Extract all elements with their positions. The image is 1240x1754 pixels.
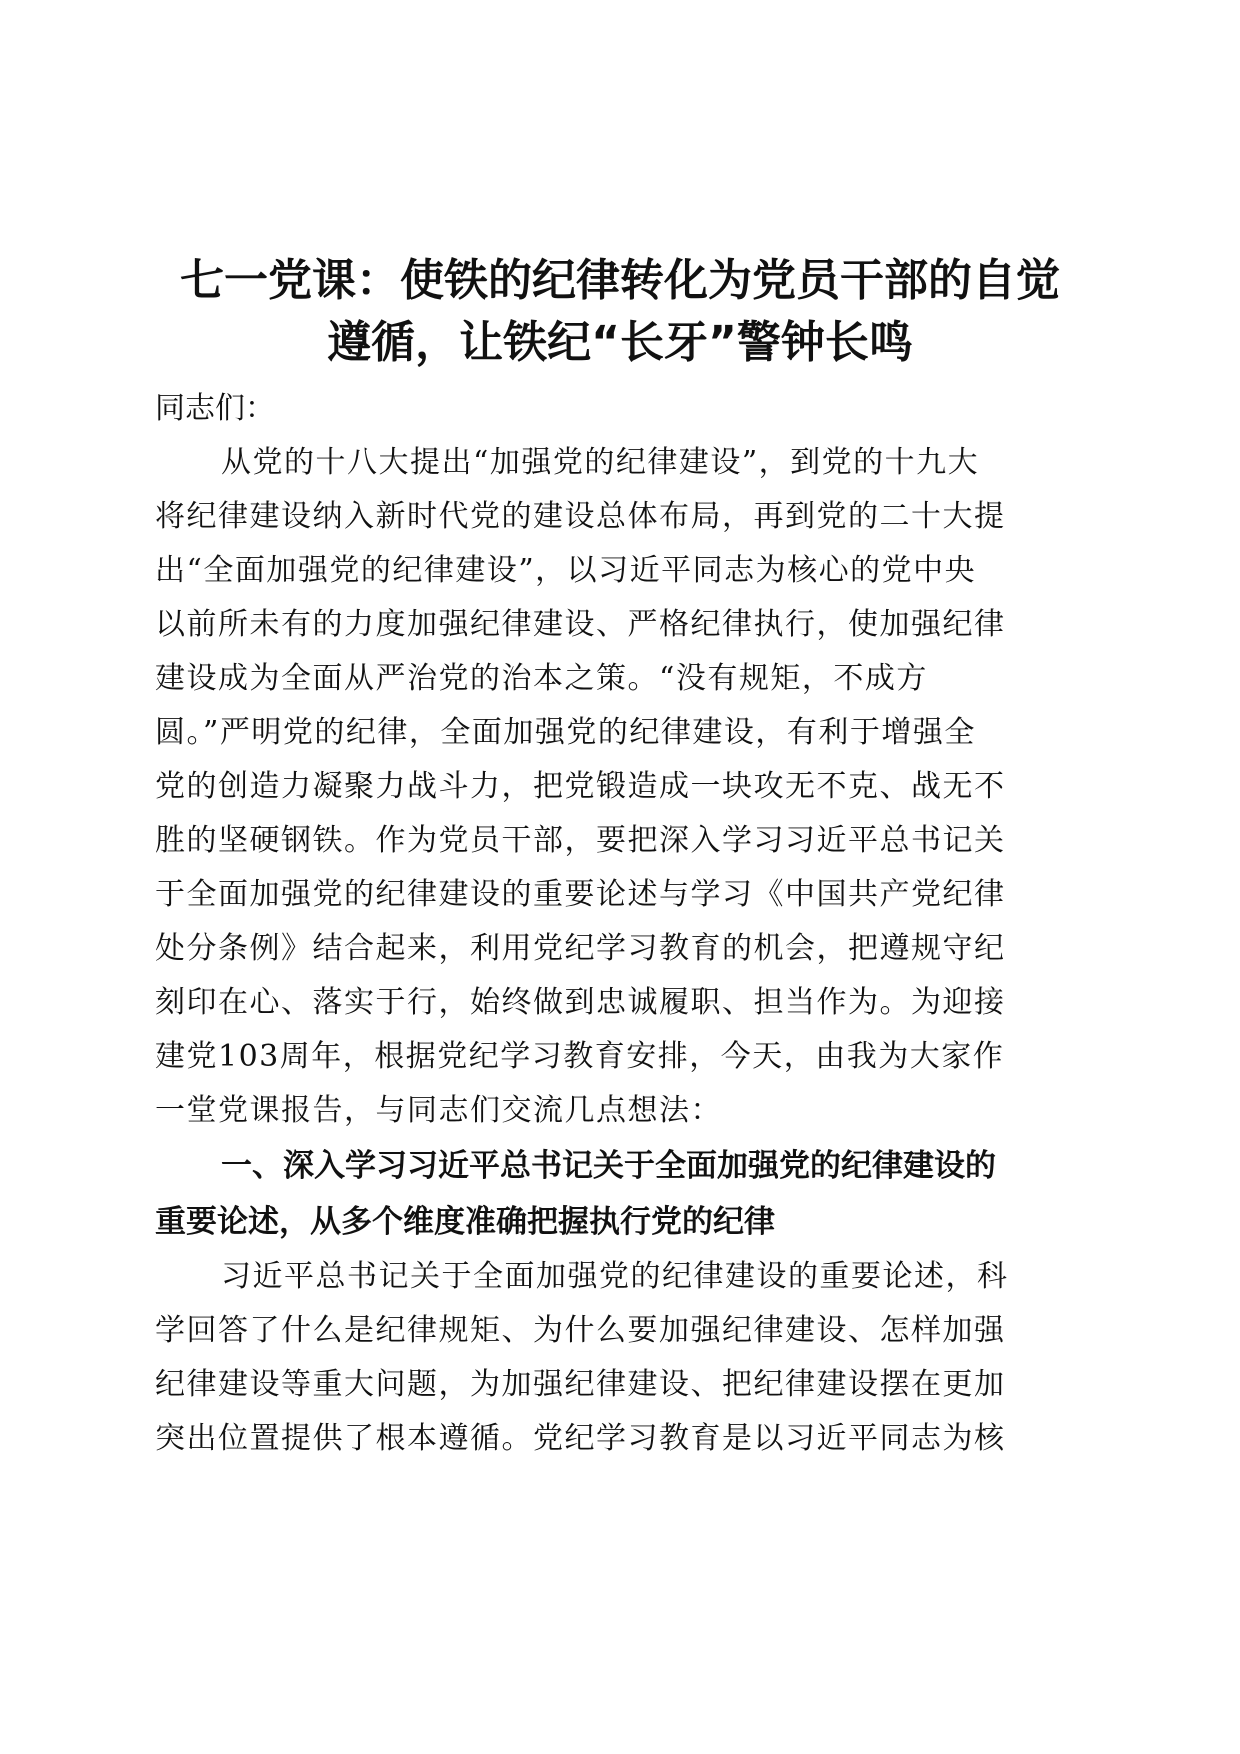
text-line: 从党的十八大提出“加强党的纪律建设”，到党的十九大: [221, 445, 980, 480]
title-line: 七一党课：使铁的纪律转化为党员干部的自觉: [180, 255, 1060, 306]
text-line: 一堂党课报告，与同志们交流几点想法：: [155, 1093, 722, 1128]
text-line: 党的创造力凝聚力战斗力，把党锻造成一块攻无不克、战无不: [155, 769, 1006, 804]
text-line: 建设成为全面从严治党的治本之策。“没有规矩，不成方: [155, 661, 928, 696]
section-heading-1: [155, 1138, 1085, 1250]
section-paragraph: [155, 1250, 1085, 1466]
title-line: 遵循，让铁纪“长牙”警钟长鸣: [327, 317, 913, 368]
text-line: 以前所未有的力度加强纪律建设、严格纪律执行，使加强纪律: [155, 607, 1006, 642]
text-line: 学回答了什么是纪律规矩、为什么要加强纪律建设、怎样加强: [155, 1313, 1006, 1348]
greeting: 同志们：: [155, 391, 275, 426]
text-line: 将纪律建设纳入新时代党的建设总体布局，再到党的二十大提: [155, 499, 1006, 534]
intro-paragraph: [155, 436, 1085, 1138]
text-line: 胜的坚硬钢铁。作为党员干部，要把深入学习习近平总书记关: [155, 823, 1006, 858]
text-line: 出“全面加强党的纪律建设”，以习近平同志为核心的党中央: [155, 553, 977, 588]
heading-line: 一、深入学习习近平总书记关于全面加强党的纪律建设的: [221, 1148, 996, 1184]
text-line: 于全面加强党的纪律建设的重要论述与学习《中国共产党纪律: [155, 877, 1006, 912]
document-title: [145, 250, 1095, 374]
text-line: 处分条例》结合起来，利用党纪学习教育的机会，把遵规守纪: [155, 931, 1006, 966]
text-line: 刻印在心、落实于行，始终做到忠诚履职、担当作为。为迎接: [155, 985, 1006, 1020]
text-line: 建党103周年，根据党纪学习教育安排，今天，由我为大家作: [155, 1039, 1005, 1074]
text-line: 纪律建设等重大问题，为加强纪律建设、把纪律建设摆在更加: [155, 1367, 1006, 1402]
text-line: 圆。”严明党的纪律，全面加强党的纪律建设，有利于增强全: [155, 715, 976, 750]
heading-line: 重要论述，从多个维度准确把握执行党的纪律: [155, 1204, 775, 1240]
text-line: 突出位置提供了根本遵循。党纪学习教育是以习近平同志为核: [155, 1421, 1006, 1456]
text-line: 习近平总书记关于全面加强党的纪律建设的重要论述，科: [221, 1259, 1009, 1294]
document-page: [155, 250, 1085, 1466]
